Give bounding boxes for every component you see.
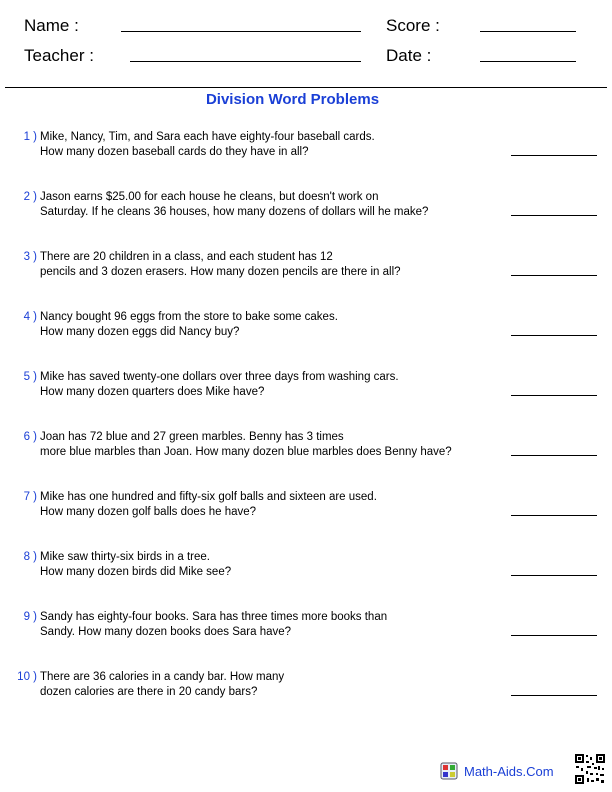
problem-text-line1: Joan has 72 blue and 27 green marbles. Benny has 3 times [40,431,344,443]
teacher-field[interactable] [130,61,361,62]
problem-number: 5 ) [23,371,37,383]
problem-number: 3 ) [23,251,37,263]
name-label: Name : [24,16,79,35]
answer-line[interactable] [511,335,597,336]
answer-line[interactable] [511,395,597,396]
problem-text-line1: Nancy bought 96 eggs from the store to bake some cakes. [40,311,338,323]
problem-number: 7 ) [23,491,37,503]
problem-number: 1 ) [23,131,37,143]
problem-number: 2 ) [23,191,37,203]
answer-line[interactable] [511,275,597,276]
answer-line[interactable] [511,455,597,456]
problem-text-line2: Saturday. If he cleans 36 houses, how many dozens of dollars will he make? [40,206,429,218]
problem-item [0,671,612,711]
problem-text-line2: How many dozen birds did Mike see? [40,566,232,578]
answer-line[interactable] [511,575,597,576]
answer-line[interactable] [511,695,597,696]
answer-line[interactable] [511,515,597,516]
qr-code-icon [574,753,606,785]
worksheet-title: Division Word Problems [205,91,380,108]
problem-text-line2: How many dozen golf balls does he have? [40,506,257,518]
score-label: Score : [386,16,440,35]
problem-item [0,251,612,291]
header-divider [5,87,607,88]
problem-item [0,431,612,471]
problem-item [0,611,612,651]
calculator-icon [440,762,458,780]
name-field[interactable] [121,31,361,32]
answer-line[interactable] [511,215,597,216]
problem-number: 10 ) [17,671,37,683]
date-field[interactable] [480,61,576,62]
problem-text-line1: There are 20 children in a class, and each student has 12 [40,251,333,263]
date-label: Date : [386,46,432,65]
problem-text-line1: Sandy has eighty-four books. Sara has three times more books than [40,611,388,623]
score-field[interactable] [480,31,576,32]
problem-item [0,191,612,231]
problem-number: 8 ) [23,551,37,563]
problem-number: 9 ) [23,611,37,623]
problem-text-line1: Mike, Nancy, Tim, and Sara each have eighty-four baseball cards. [40,131,375,143]
problem-text-line2: dozen calories are there in 20 candy bars? [40,686,258,698]
problem-item [0,371,612,411]
problem-number: 6 ) [23,431,37,443]
site-logo-text[interactable]: Math-Aids.Com [464,764,554,779]
problem-item [0,131,612,171]
problem-text-line2: more blue marbles than Joan. How many dozen blue marbles does Benny have? [40,446,452,458]
problem-item [0,551,612,591]
answer-line[interactable] [511,155,597,156]
problem-text-line2: How many dozen quarters does Mike have? [40,386,265,398]
problem-item [0,491,612,531]
problem-text-line1: Jason earns $25.00 for each house he cleans, but doesn't work on [40,191,379,203]
problem-text-line2: How many dozen baseball cards do they have in all? [40,146,309,158]
answer-line[interactable] [511,635,597,636]
problem-text-line1: Mike has one hundred and fifty-six golf balls and sixteen are used. [40,491,377,503]
problem-item [0,311,612,351]
problem-number: 4 ) [23,311,37,323]
problem-text-line2: pencils and 3 dozen erasers. How many dozen pencils are there in all? [40,266,401,278]
problem-text-line1: Mike has saved twenty-one dollars over three days from washing cars. [40,371,399,383]
teacher-label: Teacher : [24,46,94,65]
problem-text-line2: Sandy. How many dozen books does Sara have? [40,626,292,638]
problem-text-line1: There are 36 calories in a candy bar. How many [40,671,285,683]
problem-text-line2: How many dozen eggs did Nancy buy? [40,326,240,338]
problem-text-line1: Mike saw thirty-six birds in a tree. [40,551,210,563]
